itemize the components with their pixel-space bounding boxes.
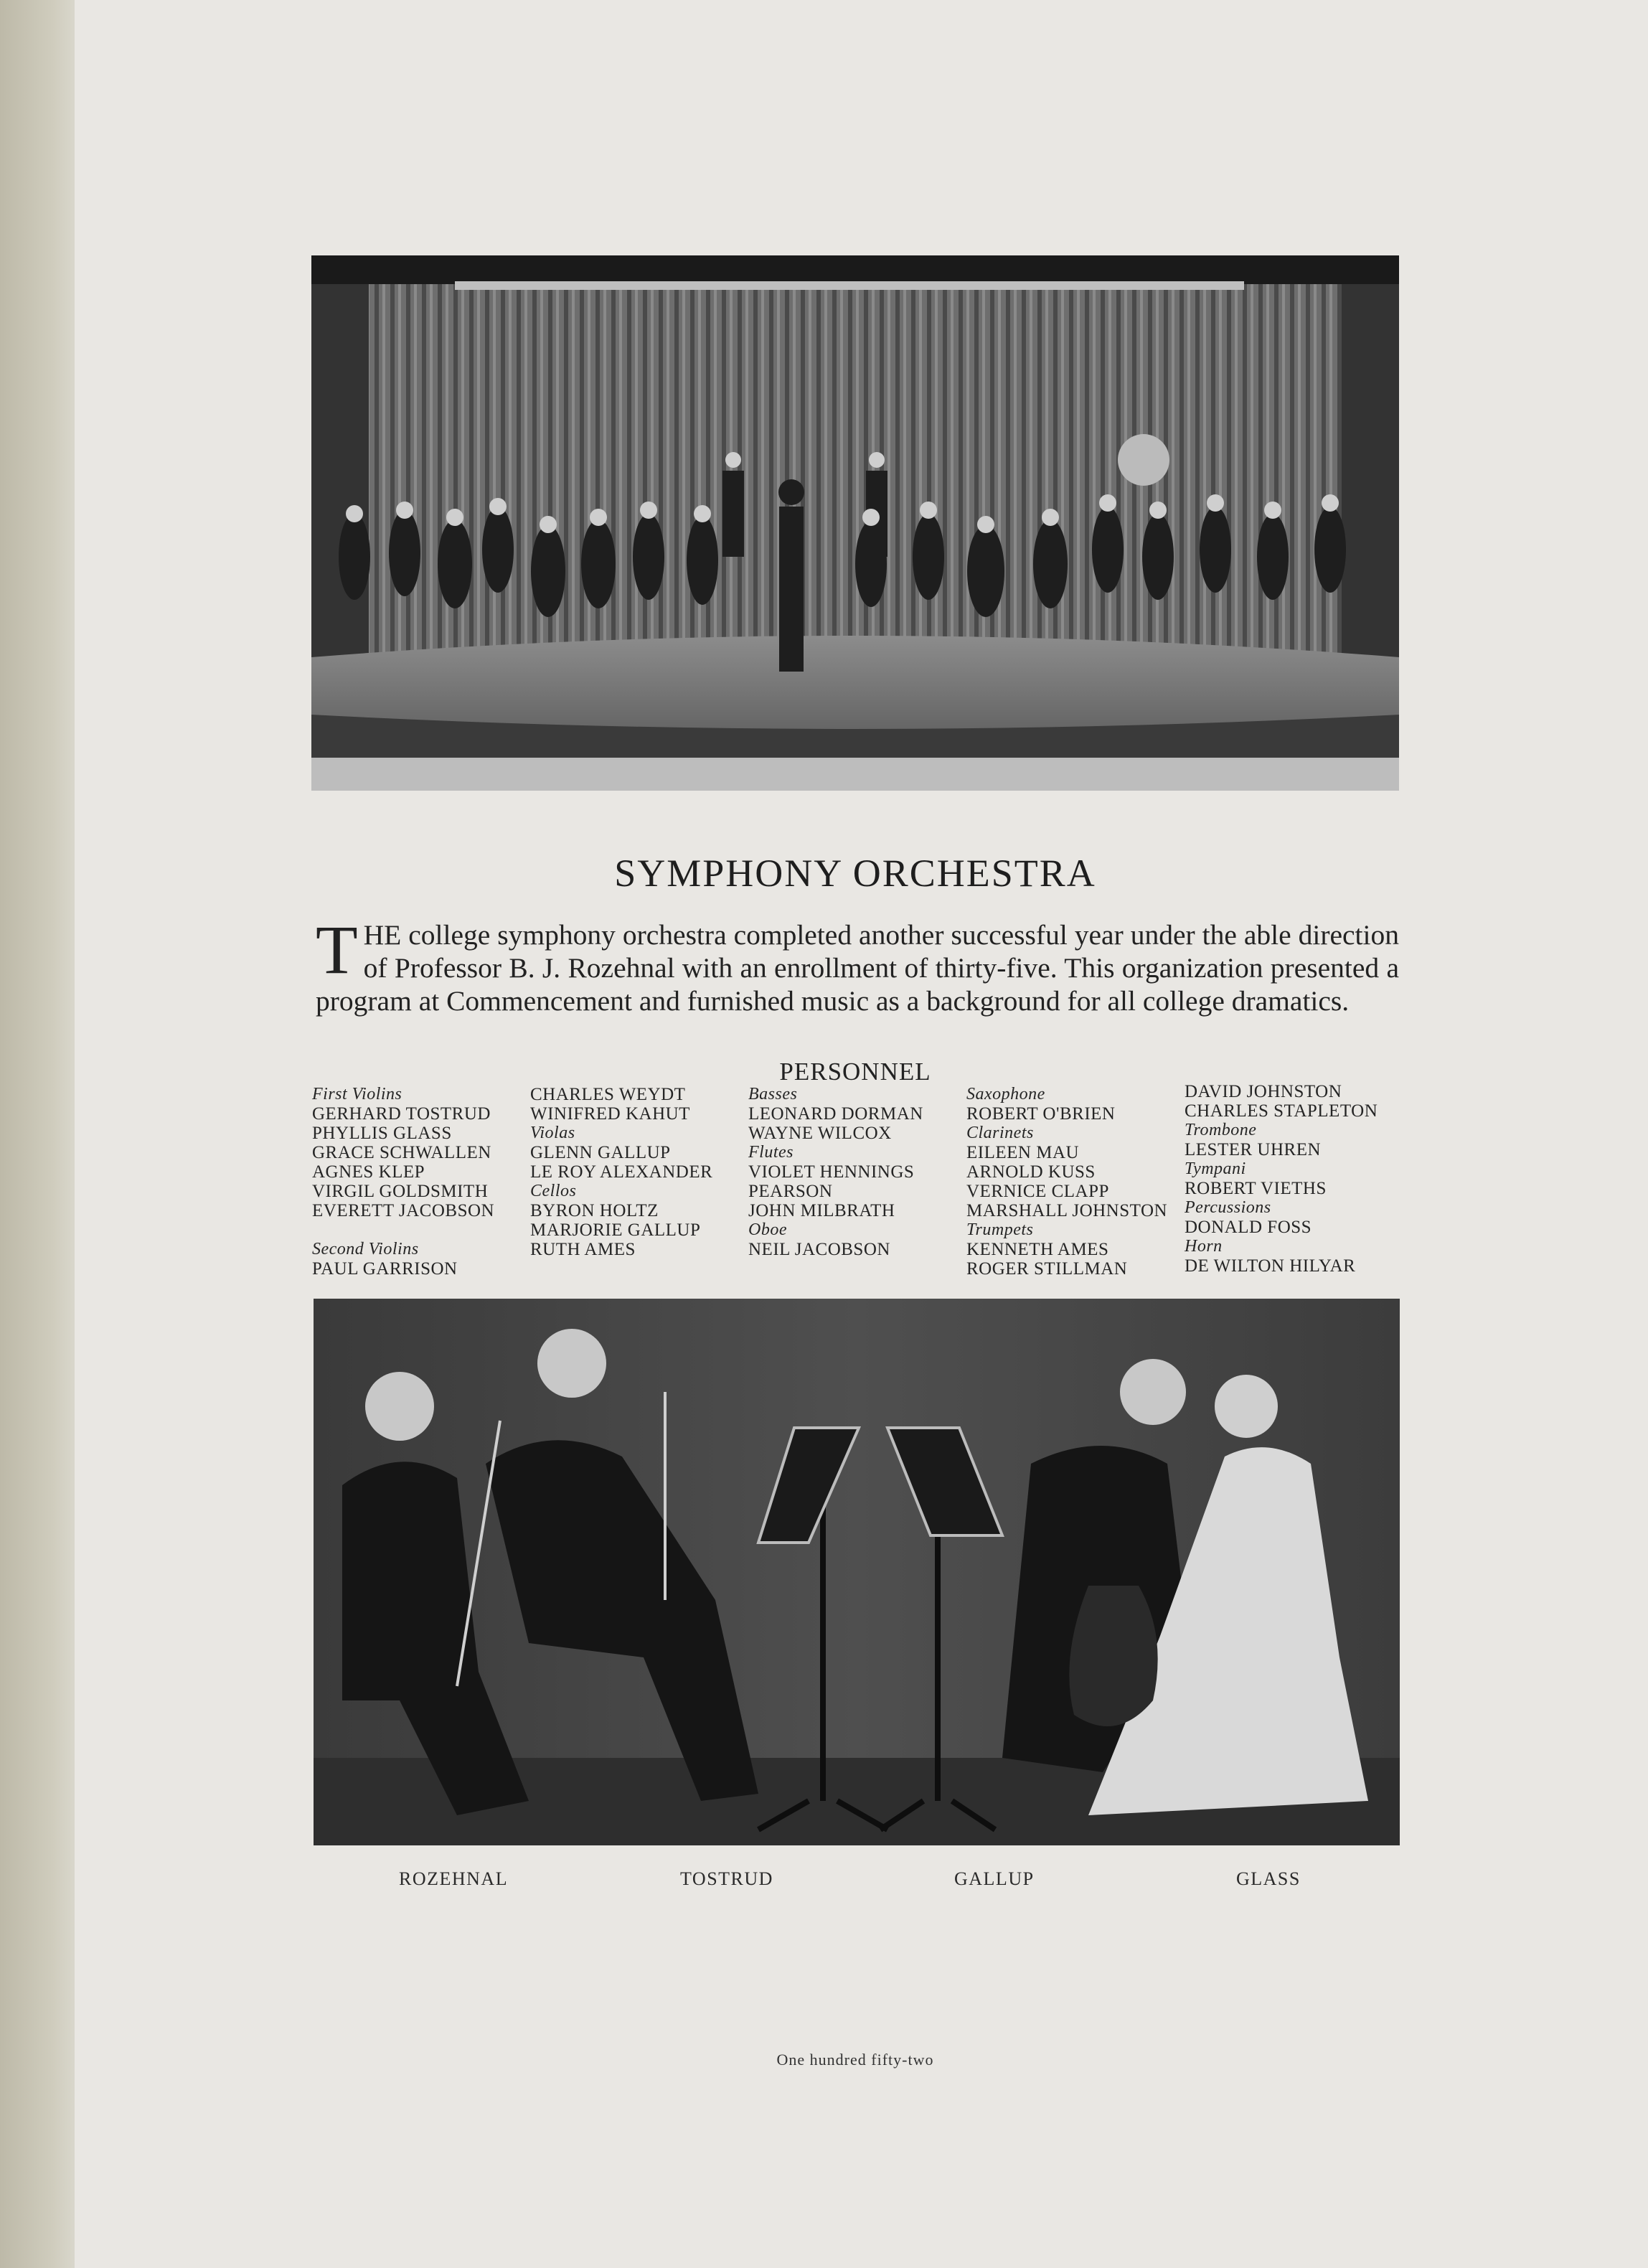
section-label-flutes: Flutes bbox=[748, 1143, 794, 1162]
personnel-column-4 bbox=[966, 1085, 1167, 1279]
section-label-trumpets: Trumpets bbox=[966, 1220, 1034, 1239]
section-label-first-violins: First Violins bbox=[312, 1085, 402, 1104]
member-name: PAUL GARRISON bbox=[312, 1259, 458, 1279]
member-name: MARSHALL JOHNSTON bbox=[966, 1201, 1168, 1220]
member-name: ROBERT O'BRIEN bbox=[966, 1104, 1116, 1124]
member-name: LESTER UHREN bbox=[1185, 1140, 1322, 1159]
member-name: VIOLET HENNINGS bbox=[748, 1162, 915, 1182]
member-name: ARNOLD KUSS bbox=[966, 1162, 1096, 1182]
section-label-trombone: Trombone bbox=[1185, 1121, 1257, 1139]
member-name: DE WILTON HILYAR bbox=[1185, 1256, 1356, 1276]
member-name: GLENN GALLUP bbox=[530, 1143, 671, 1162]
member-name: KENNETH AMES bbox=[966, 1240, 1109, 1259]
photo-caption: ROZEHNAL bbox=[399, 1868, 509, 1889]
photo-caption: GALLUP bbox=[954, 1868, 1035, 1889]
member-name: WINIFRED KAHUT bbox=[530, 1104, 690, 1124]
member-name: EVERETT JACOBSON bbox=[312, 1201, 495, 1220]
personnel-column-5 bbox=[1185, 1082, 1378, 1276]
member-name: CHARLES WEYDT bbox=[530, 1085, 686, 1104]
section-label-oboe: Oboe bbox=[748, 1220, 787, 1239]
section-label-violas: Violas bbox=[530, 1124, 575, 1142]
section-label-tympani: Tympani bbox=[1185, 1159, 1246, 1178]
member-name: PEARSON bbox=[748, 1182, 833, 1201]
member-name: VERNICE CLAPP bbox=[966, 1182, 1109, 1201]
intro-paragraph bbox=[316, 911, 1399, 1017]
page-spine-edge bbox=[0, 0, 75, 2268]
member-name: ROBERT VIETHS bbox=[1185, 1179, 1327, 1198]
member-name: DAVID JOHNSTON bbox=[1185, 1082, 1342, 1101]
member-name: AGNES KLEP bbox=[312, 1162, 425, 1182]
section-label-cellos: Cellos bbox=[530, 1182, 577, 1200]
member-name: GRACE SCHWALLEN bbox=[312, 1143, 491, 1162]
member-name: DONALD FOSS bbox=[1185, 1218, 1312, 1237]
personnel-column-2 bbox=[530, 1085, 712, 1259]
member-name: WAYNE WILCOX bbox=[748, 1124, 892, 1143]
section-label-saxophone: Saxophone bbox=[966, 1085, 1045, 1104]
page-title: SYMPHONY ORCHESTRA bbox=[614, 852, 1096, 895]
member-name: NEIL JACOBSON bbox=[748, 1240, 890, 1259]
personnel-column-1 bbox=[312, 1085, 494, 1279]
member-name: EILEEN MAU bbox=[966, 1143, 1080, 1162]
section-label-percussions: Percussions bbox=[1185, 1198, 1271, 1217]
section-label-clarinets: Clarinets bbox=[966, 1124, 1034, 1142]
photo-caption: GLASS bbox=[1236, 1868, 1301, 1889]
member-name: RUTH AMES bbox=[530, 1240, 636, 1259]
photo-caption: TOSTRUD bbox=[680, 1868, 773, 1889]
member-name: PHYLLIS GLASS bbox=[312, 1124, 452, 1143]
member-name: LE ROY ALEXANDER bbox=[530, 1162, 713, 1182]
member-name: VIRGIL GOLDSMITH bbox=[312, 1182, 489, 1201]
section-label-basses: Basses bbox=[748, 1085, 798, 1104]
member-name: LEONARD DORMAN bbox=[748, 1104, 923, 1124]
member-name: BYRON HOLTZ bbox=[530, 1201, 659, 1220]
drop-cap: T bbox=[316, 911, 358, 988]
member-name: JOHN MILBRATH bbox=[748, 1201, 895, 1220]
page-number: One hundred fifty-two bbox=[776, 2051, 934, 2069]
member-name: MARJORIE GALLUP bbox=[530, 1220, 701, 1240]
intro-text: HE college symphony orchestra completed another successful year under the able direction of Professor B. J. Rozehnal with an enrollment of thirty-five. This organization presented a program at Commencement and furnished music as a background for all college dramatics. bbox=[316, 919, 1399, 1017]
member-name: GERHARD TOSTRUD bbox=[312, 1104, 491, 1124]
member-name: CHARLES STAPLETON bbox=[1185, 1101, 1378, 1121]
string-quartet-photo bbox=[314, 1299, 1400, 1845]
section-label-second-violins: Second Violins bbox=[312, 1240, 419, 1258]
member-name: ROGER STILLMAN bbox=[966, 1259, 1128, 1279]
section-label-horn: Horn bbox=[1185, 1237, 1223, 1256]
personnel-column-3 bbox=[748, 1085, 923, 1259]
personnel-heading: PERSONNEL bbox=[779, 1058, 931, 1086]
orchestra-stage-photo bbox=[311, 255, 1399, 791]
